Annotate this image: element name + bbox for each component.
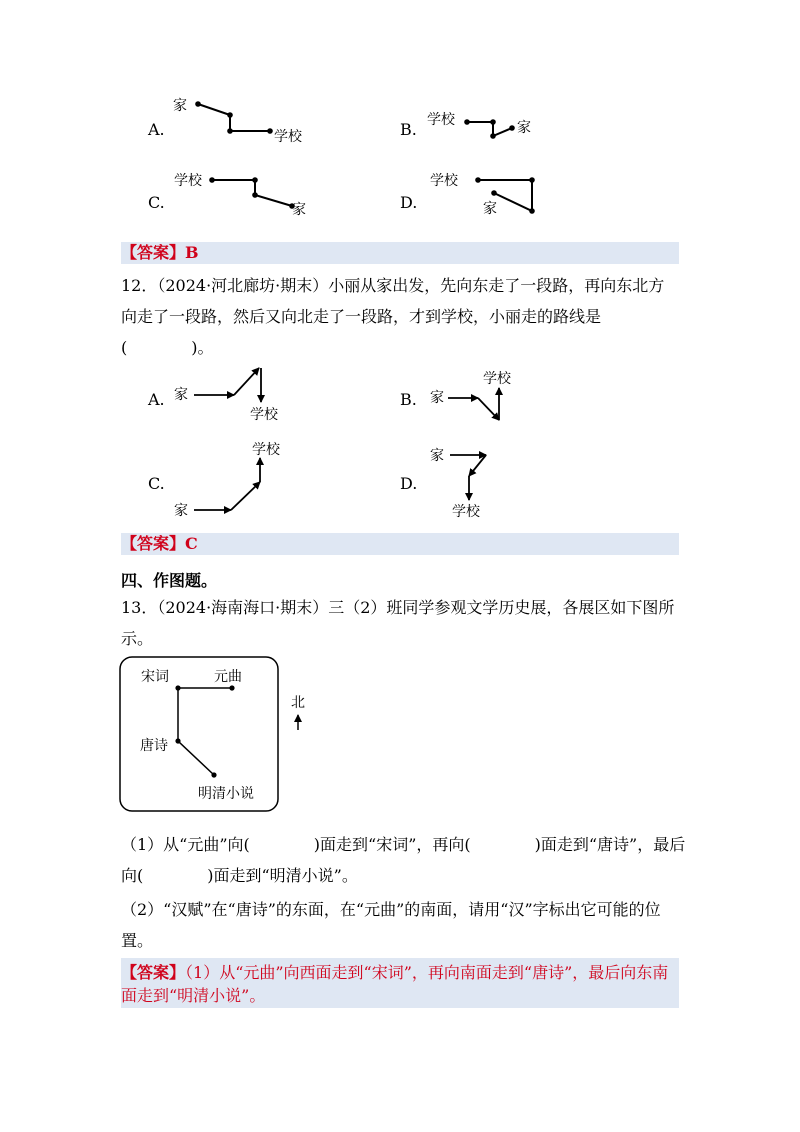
- q11-c-school-label: 学校: [174, 173, 202, 189]
- q11-c-point: [252, 177, 258, 183]
- q11-c-home-label: 家: [292, 202, 306, 218]
- q13-line-1: 13．（2024·海南海口·期末）三（2）班同学参观文学历史展，各展区如下图所: [121, 598, 675, 617]
- q11-option-b-letter: B.: [400, 120, 417, 139]
- q13-sub2-line-1: （2）“汉赋”在“唐诗”的东面，在“元曲”的南面，请用“汉”字标出它可能的位: [121, 900, 661, 919]
- q11-option-c-letter: C.: [148, 193, 165, 212]
- q13-sub2-line-2: 置。: [121, 931, 154, 950]
- q12-a-arrow-northeast: [234, 368, 259, 395]
- q11-b-point: [509, 125, 515, 131]
- q11-b-route: [467, 122, 512, 136]
- q12-option-d-letter: D.: [400, 474, 418, 493]
- q12-c-school-label: 学校: [252, 442, 280, 458]
- q12-line-2: 向走了一段路，然后又向北走了一段路，才到学校，小丽走的路线是: [121, 307, 602, 326]
- q11-b-home-label: 家: [517, 120, 531, 136]
- q12-d-arrow-southwest: [469, 455, 486, 476]
- q12-b-arrow-southeast: [478, 398, 499, 420]
- q13-tang-label: 唐诗: [140, 738, 168, 754]
- q12-option-b-diagram: [428, 368, 528, 428]
- q11-option-d-diagram: [428, 166, 558, 226]
- q13-answer-label: 【答案】: [121, 963, 186, 982]
- q11-option-c-diagram: [172, 166, 322, 221]
- q12-d-home-label: 家: [430, 448, 444, 464]
- q12-d-school-label: 学校: [452, 504, 480, 520]
- q12-option-d-diagram: [428, 440, 528, 520]
- q13-sub1-line-1: （1）从“元曲”向( )面走到“宋词”，再向( )面走到“唐诗”，最后: [121, 835, 686, 854]
- q12-c-home-label: 家: [174, 503, 188, 519]
- q13-north-label: 北: [291, 695, 305, 711]
- q13-tang-point: [175, 738, 180, 743]
- q11-d-point: [529, 208, 535, 214]
- q11-d-point: [491, 190, 497, 196]
- q11-option-a-letter: A.: [148, 120, 165, 139]
- q11-option-a-diagram: [170, 92, 320, 152]
- section-4-title: 四、作图题。: [121, 571, 218, 590]
- q12-line-3: ( )。: [121, 338, 214, 357]
- q11-a-point: [227, 128, 233, 134]
- q11-b-point: [490, 119, 496, 125]
- q12-option-c-diagram: [172, 438, 292, 523]
- q11-a-point: [267, 128, 273, 134]
- q12-a-school-label: 学校: [250, 407, 278, 423]
- q11-c-route: [212, 180, 292, 206]
- q13-ming-point: [211, 772, 216, 777]
- q13-exhibit-map: [118, 655, 318, 815]
- q11-c-point: [209, 177, 215, 183]
- q11-answer-label: 【答案】: [121, 243, 186, 262]
- q11-d-point: [475, 177, 481, 183]
- q12-option-a-diagram: [170, 362, 290, 432]
- q11-a-point: [195, 101, 201, 107]
- q13-sub1-line-2: 向( )面走到“明清小说”。: [121, 866, 358, 885]
- q11-answer-bar: [121, 242, 679, 264]
- q11-option-b-diagram: [425, 105, 555, 150]
- q11-a-route: [198, 104, 270, 131]
- q12-b-school-label: 学校: [483, 371, 511, 387]
- q11-b-school-label: 学校: [427, 112, 455, 128]
- q13-answer-bar: [121, 958, 679, 1008]
- q11-b-point: [490, 133, 496, 139]
- q12-answer-bar: [121, 533, 679, 555]
- q12-b-home-label: 家: [430, 390, 444, 406]
- q12-option-b-letter: B.: [400, 390, 417, 409]
- q11-a-point: [227, 112, 233, 118]
- q13-route: [178, 688, 232, 775]
- q13-line-2: 示。: [121, 629, 154, 648]
- q11-option-d-letter: D.: [400, 193, 418, 212]
- q12-line-1: 12．（2024·河北廊坊·期末）小丽从家出发，先向东走了一段路，再向东北方: [121, 276, 665, 295]
- q13-yuan-label: 元曲: [214, 669, 242, 685]
- q13-song-label: 宋词: [141, 669, 169, 685]
- q12-option-a-letter: A.: [148, 390, 165, 409]
- q11-d-school-label: 学校: [430, 173, 458, 189]
- q13-song-point: [175, 685, 180, 690]
- q13-answer-line-2: 面走到“明清小说”。: [121, 986, 266, 1005]
- q11-a-home-label: 家: [173, 98, 187, 114]
- q11-d-point: [529, 177, 535, 183]
- q12-c-arrow-northeast: [231, 482, 260, 510]
- q11-b-point: [464, 119, 470, 125]
- q12-answer-label: 【答案】: [121, 534, 186, 553]
- q11-answer-value: B: [185, 243, 199, 262]
- q11-a-school-label: 学校: [274, 129, 302, 145]
- q13-answer-line-1: （1）从“元曲”向西面走到“宋词”，再向南面走到“唐诗”，最后向东南: [185, 963, 669, 982]
- q11-options: [0, 0, 800, 240]
- q11-d-home-label: 家: [483, 201, 497, 217]
- q12-answer-value: C: [185, 534, 198, 553]
- q12-option-c-letter: C.: [148, 474, 165, 493]
- q13-yuan-point: [229, 685, 234, 690]
- q13-ming-label: 明清小说: [198, 786, 254, 802]
- q12-a-home-label: 家: [174, 387, 188, 403]
- q11-c-point: [252, 192, 258, 198]
